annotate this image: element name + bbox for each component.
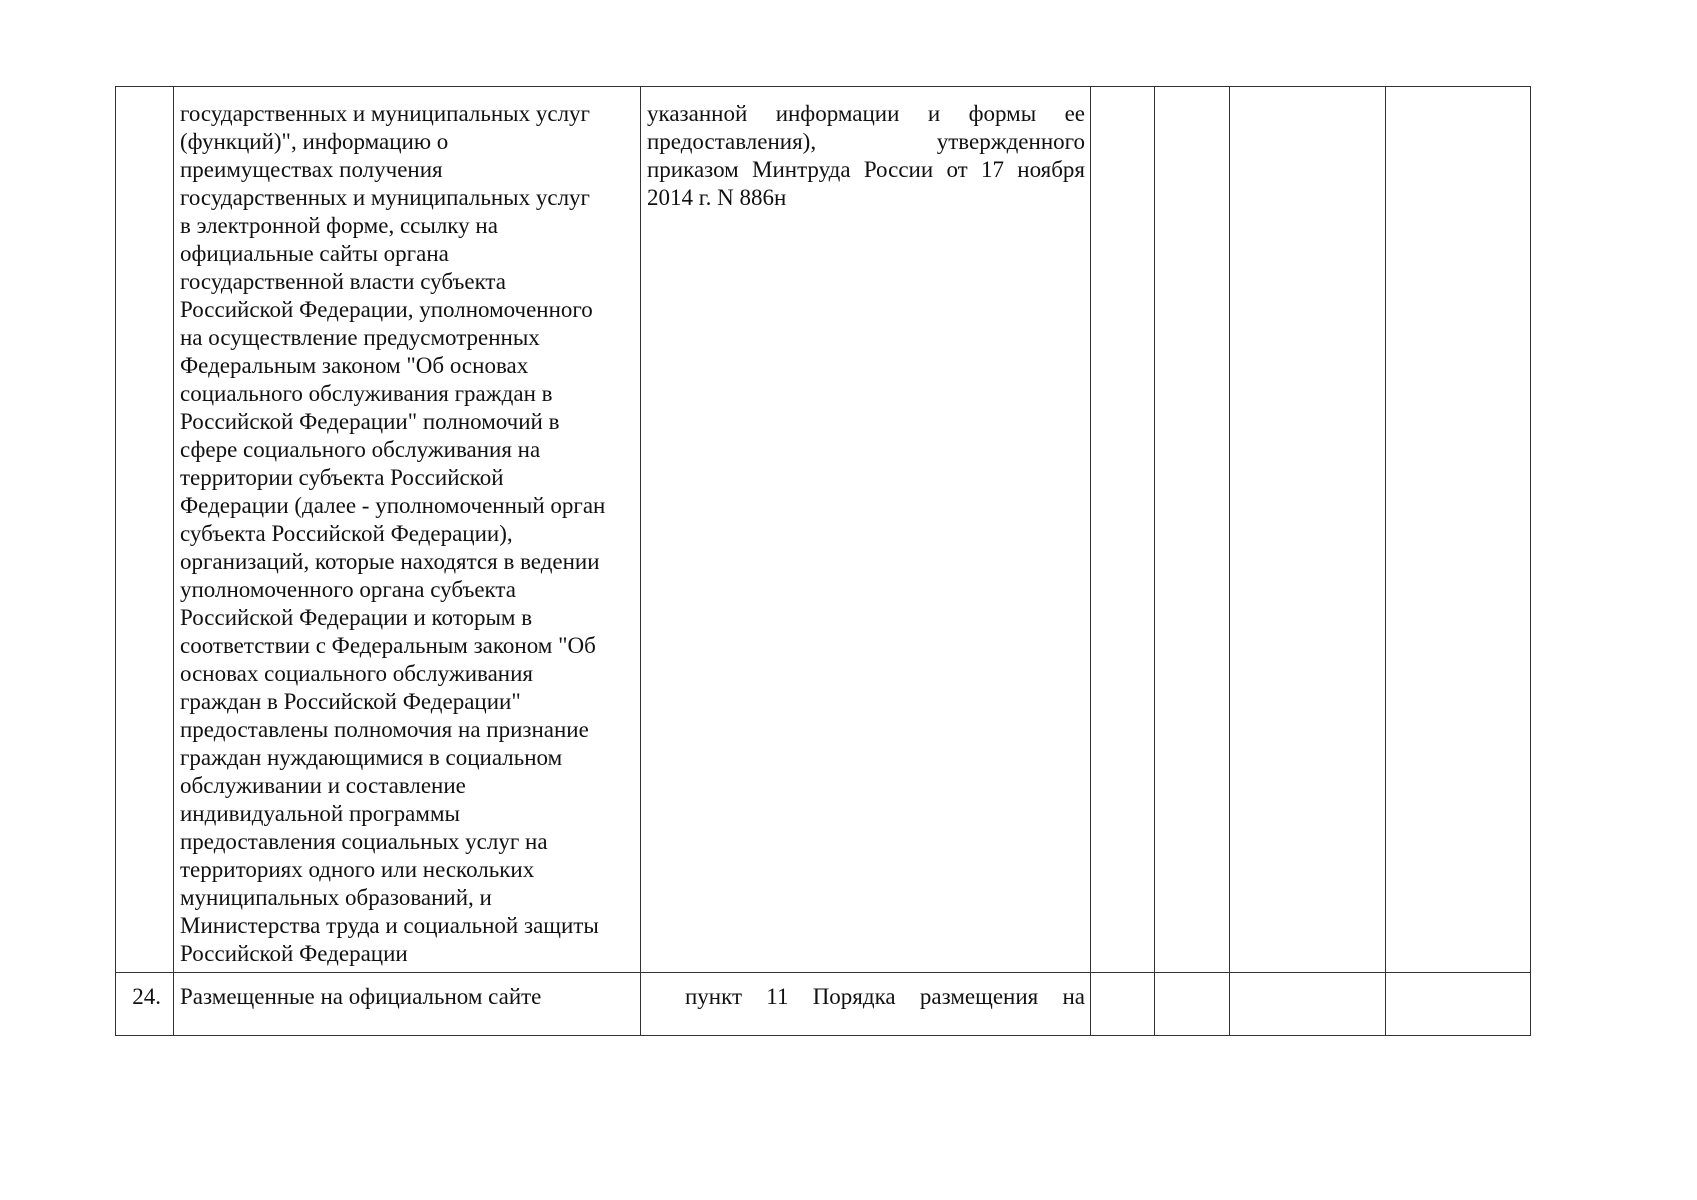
normative-line: указанной информации и формы ее: [647, 101, 1085, 126]
description-line: основах социального обслуживания: [180, 661, 533, 686]
description-cell: [174, 87, 641, 973]
empty-cell: [1091, 87, 1155, 973]
description-line: граждан в Российской Федерации": [180, 689, 521, 714]
table-row: [116, 87, 1531, 973]
description-line: (функций)", информацию о: [180, 129, 449, 154]
description-line: Российской Федерации" полномочий в: [180, 409, 560, 434]
description-cell: [174, 973, 641, 1036]
description-line: субъекта Российской Федерации),: [180, 521, 513, 546]
description-line: Размещенные на официальном сайте: [180, 984, 542, 1009]
description-line: уполномоченного органа субъекта: [180, 577, 516, 602]
normative-line: пункт 11 Порядка размещения на: [685, 984, 1085, 1009]
row-number-cell: [116, 87, 174, 973]
empty-cell: [1386, 973, 1531, 1036]
normative-basis-cell: [641, 87, 1091, 973]
description-line: Российской Федерации, уполномоченного: [180, 297, 593, 322]
description-line: государственных и муниципальных услуг: [180, 185, 590, 210]
description-line: обслуживании и составление: [180, 773, 466, 798]
empty-cell: [1091, 973, 1155, 1036]
description-line: индивидуальной программы: [180, 801, 460, 826]
empty-cell: [1230, 87, 1386, 973]
description-line: Федеральным законом "Об основах: [180, 353, 529, 378]
empty-cell: [1155, 973, 1230, 1036]
description-line: преимуществах получения: [180, 157, 443, 182]
description-line: Министерства труда и социальной защиты: [180, 913, 599, 938]
description-line: государственной власти субъекта: [180, 269, 506, 294]
normative-line: 2014 г. N 886н: [647, 185, 787, 210]
description-line: официальные сайты органа: [180, 241, 449, 266]
table-row: [116, 973, 1531, 1036]
empty-cell: [1155, 87, 1230, 973]
description-line: соответствии с Федеральным законом "Об: [180, 633, 596, 658]
requirements-table: [115, 86, 1531, 1036]
description-line: граждан нуждающимися в социальном: [180, 745, 563, 770]
description-line: в электронной форме, ссылку на: [180, 213, 498, 238]
normative-line: приказом Минтруда России от 17 ноября: [647, 157, 1085, 182]
description-line: Российской Федерации: [180, 941, 408, 966]
description-line: организаций, которые находятся в ведении: [180, 549, 600, 574]
description-line: сфере социального обслуживания на: [180, 437, 541, 462]
normative-line: предоставления), утвержденного: [647, 129, 1085, 154]
description-line: предоставлены полномочия на признание: [180, 717, 589, 742]
empty-cell: [1386, 87, 1531, 973]
description-line: на осуществление предусмотренных: [180, 325, 540, 350]
description-line: Российской Федерации и которым в: [180, 605, 533, 630]
empty-cell: [1230, 973, 1386, 1036]
description-line: государственных и муниципальных услуг: [180, 101, 590, 126]
description-line: Федерации (далее - уполномоченный орган: [180, 493, 606, 518]
description-line: территории субъекта Российской: [180, 465, 504, 490]
description-line: территориях одного или нескольких: [180, 857, 535, 882]
description-line: муниципальных образований, и: [180, 885, 492, 910]
description-line: предоставления социальных услуг на: [180, 829, 548, 854]
row-number-cell: 24.: [116, 973, 174, 1036]
normative-basis-cell: [641, 973, 1091, 1036]
description-line: социального обслуживания граждан в: [180, 381, 553, 406]
